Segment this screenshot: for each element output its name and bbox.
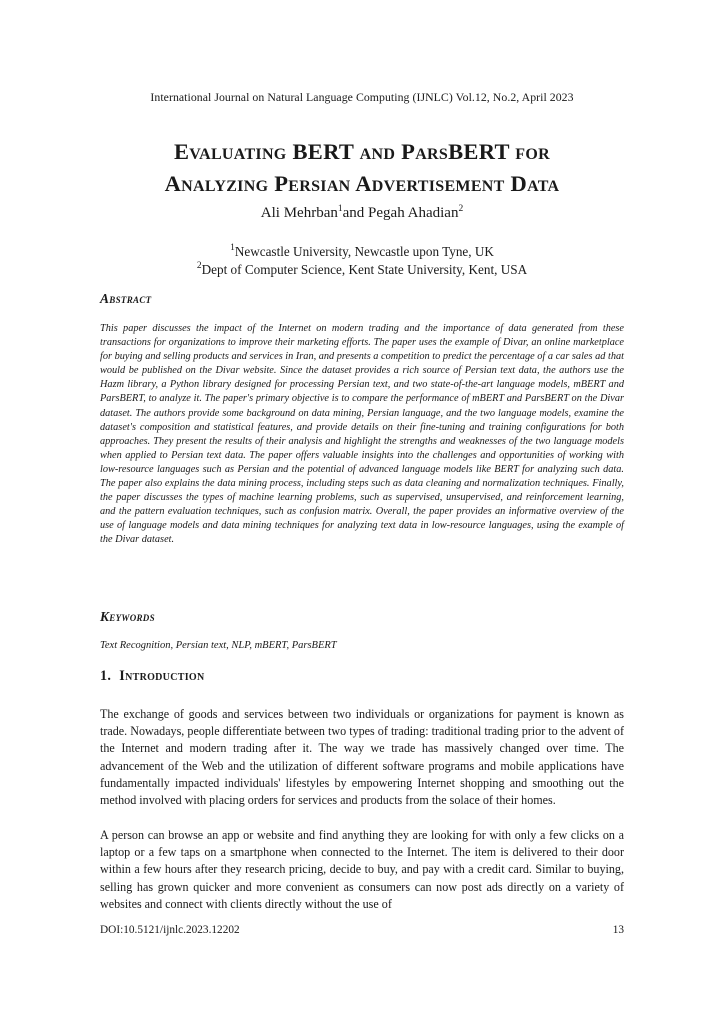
affiliation-1-mark: 1	[230, 243, 235, 253]
introduction-paragraph-2: A person can browse an app or website and find anything they are looking for with only a few clicks on a laptop or a few taps on a smartphone when connected to the Internet. The item is delivered to their door within a few hours after they research pricing, decide to buy, and pay with a credit card. Similar to buying, selling has grown quicker and more convenient as consumers can now post ads directly on a variety of websites and connect with clients directly without the use of	[100, 828, 624, 911]
paper-title-line-1: Evaluating BERT and ParsBERT for	[174, 139, 550, 164]
section-number: 1.	[100, 668, 112, 684]
page-number: 13	[612, 924, 624, 936]
introduction-paragraph-1: The exchange of goods and services between two individuals or organizations for payment is known as trade. Nowadays, people differentiate between two types of trading: traditional trading prior to the advent of the Internet and modern trading after it. The way we trade has massively changed over time. The advancement of the Web and the utilization of different software programs and mobile applications have fundamentally impacted individuals' lifestyles by empowering Internet shopping and smoothing out the method involved with placing orders for services and products from the solace of their homes.	[100, 707, 624, 808]
affiliation-2-text: Dept of Computer Science, Kent State University, Kent, USA	[201, 262, 528, 277]
affiliation-1-text: Newcastle University, Newcastle upon Tyne, UK	[234, 244, 494, 259]
section-title: Introduction	[119, 668, 205, 684]
introduction-heading	[100, 668, 205, 685]
abstract-text: This paper discusses the impact of the Internet on modern trading and the importance of data generated from these transactions for organizations to improve their marketing efforts. The paper uses the example of Divar, an online marketplace for buying and selling products and services in Iran, and presents a competition to predict the percentage of a car sales ad that would be published on the Divar website. Since the dataset provides a rich source of Persian text data, the authors use the Hazm library, a Python library designed for processing Persian text, and two state-of-the-art language models, mBERT and ParsBERT, to analyze it. The paper's primary objective is to compare the performance of mBERT and ParsBERT on the Divar dataset. The authors provide some background on data mining, Persian language, and the two language models, examine the dataset's composition and statistical features, and provide details on their fine-tuning and training configurations for both approaches. They present the results of their analysis and highlight the strengths and weaknesses of the two language models when applied to Persian text data. The paper offers valuable insights into the challenges and opportunities of working with low-resource languages such as Persian and the potential of advanced language models like BERT for analyzing such data. The paper also explains the data mining process, including steps such as data cleaning and normalization techniques. Finally, the paper discusses the types of machine learning problems, such as supervised, unsupervised, and reinforcement learning, and the pattern evaluation techniques, such as confusion matrix. Overall, the paper provides an informative overview of the use of language models and data mining techniques for analyzing text data in low-resource languages, using the example of the Divar dataset.	[100, 323, 624, 546]
author-1-name: Ali Mehrban	[260, 205, 338, 221]
keywords-text: Text Recognition, Persian text, NLP, mBERT, ParsBERT	[100, 640, 337, 651]
author-connector: and	[342, 205, 369, 221]
affiliation-1	[100, 244, 624, 260]
abstract-heading: Abstract	[100, 291, 152, 306]
journal-running-header: International Journal on Natural Language Computing (IJNLC) Vol.12, No.2, April 2023	[150, 90, 574, 104]
keywords-heading: Keywords	[100, 609, 155, 624]
author-1-affiliation-mark: 1	[337, 204, 343, 214]
paper-page	[100, 0, 624, 1024]
doi-footer: DOI:10.5121/ijnlc.2023.12202	[100, 924, 240, 936]
author-2-affiliation-mark: 2	[458, 204, 464, 214]
affiliation-2-mark: 2	[196, 261, 202, 271]
author-list	[100, 205, 624, 222]
paper-title-line-2: Analyzing Persian Advertisement Data	[164, 171, 560, 196]
paper-title	[100, 136, 624, 200]
author-2-name: Pegah Ahadian	[368, 205, 459, 221]
affiliation-2	[100, 262, 624, 278]
